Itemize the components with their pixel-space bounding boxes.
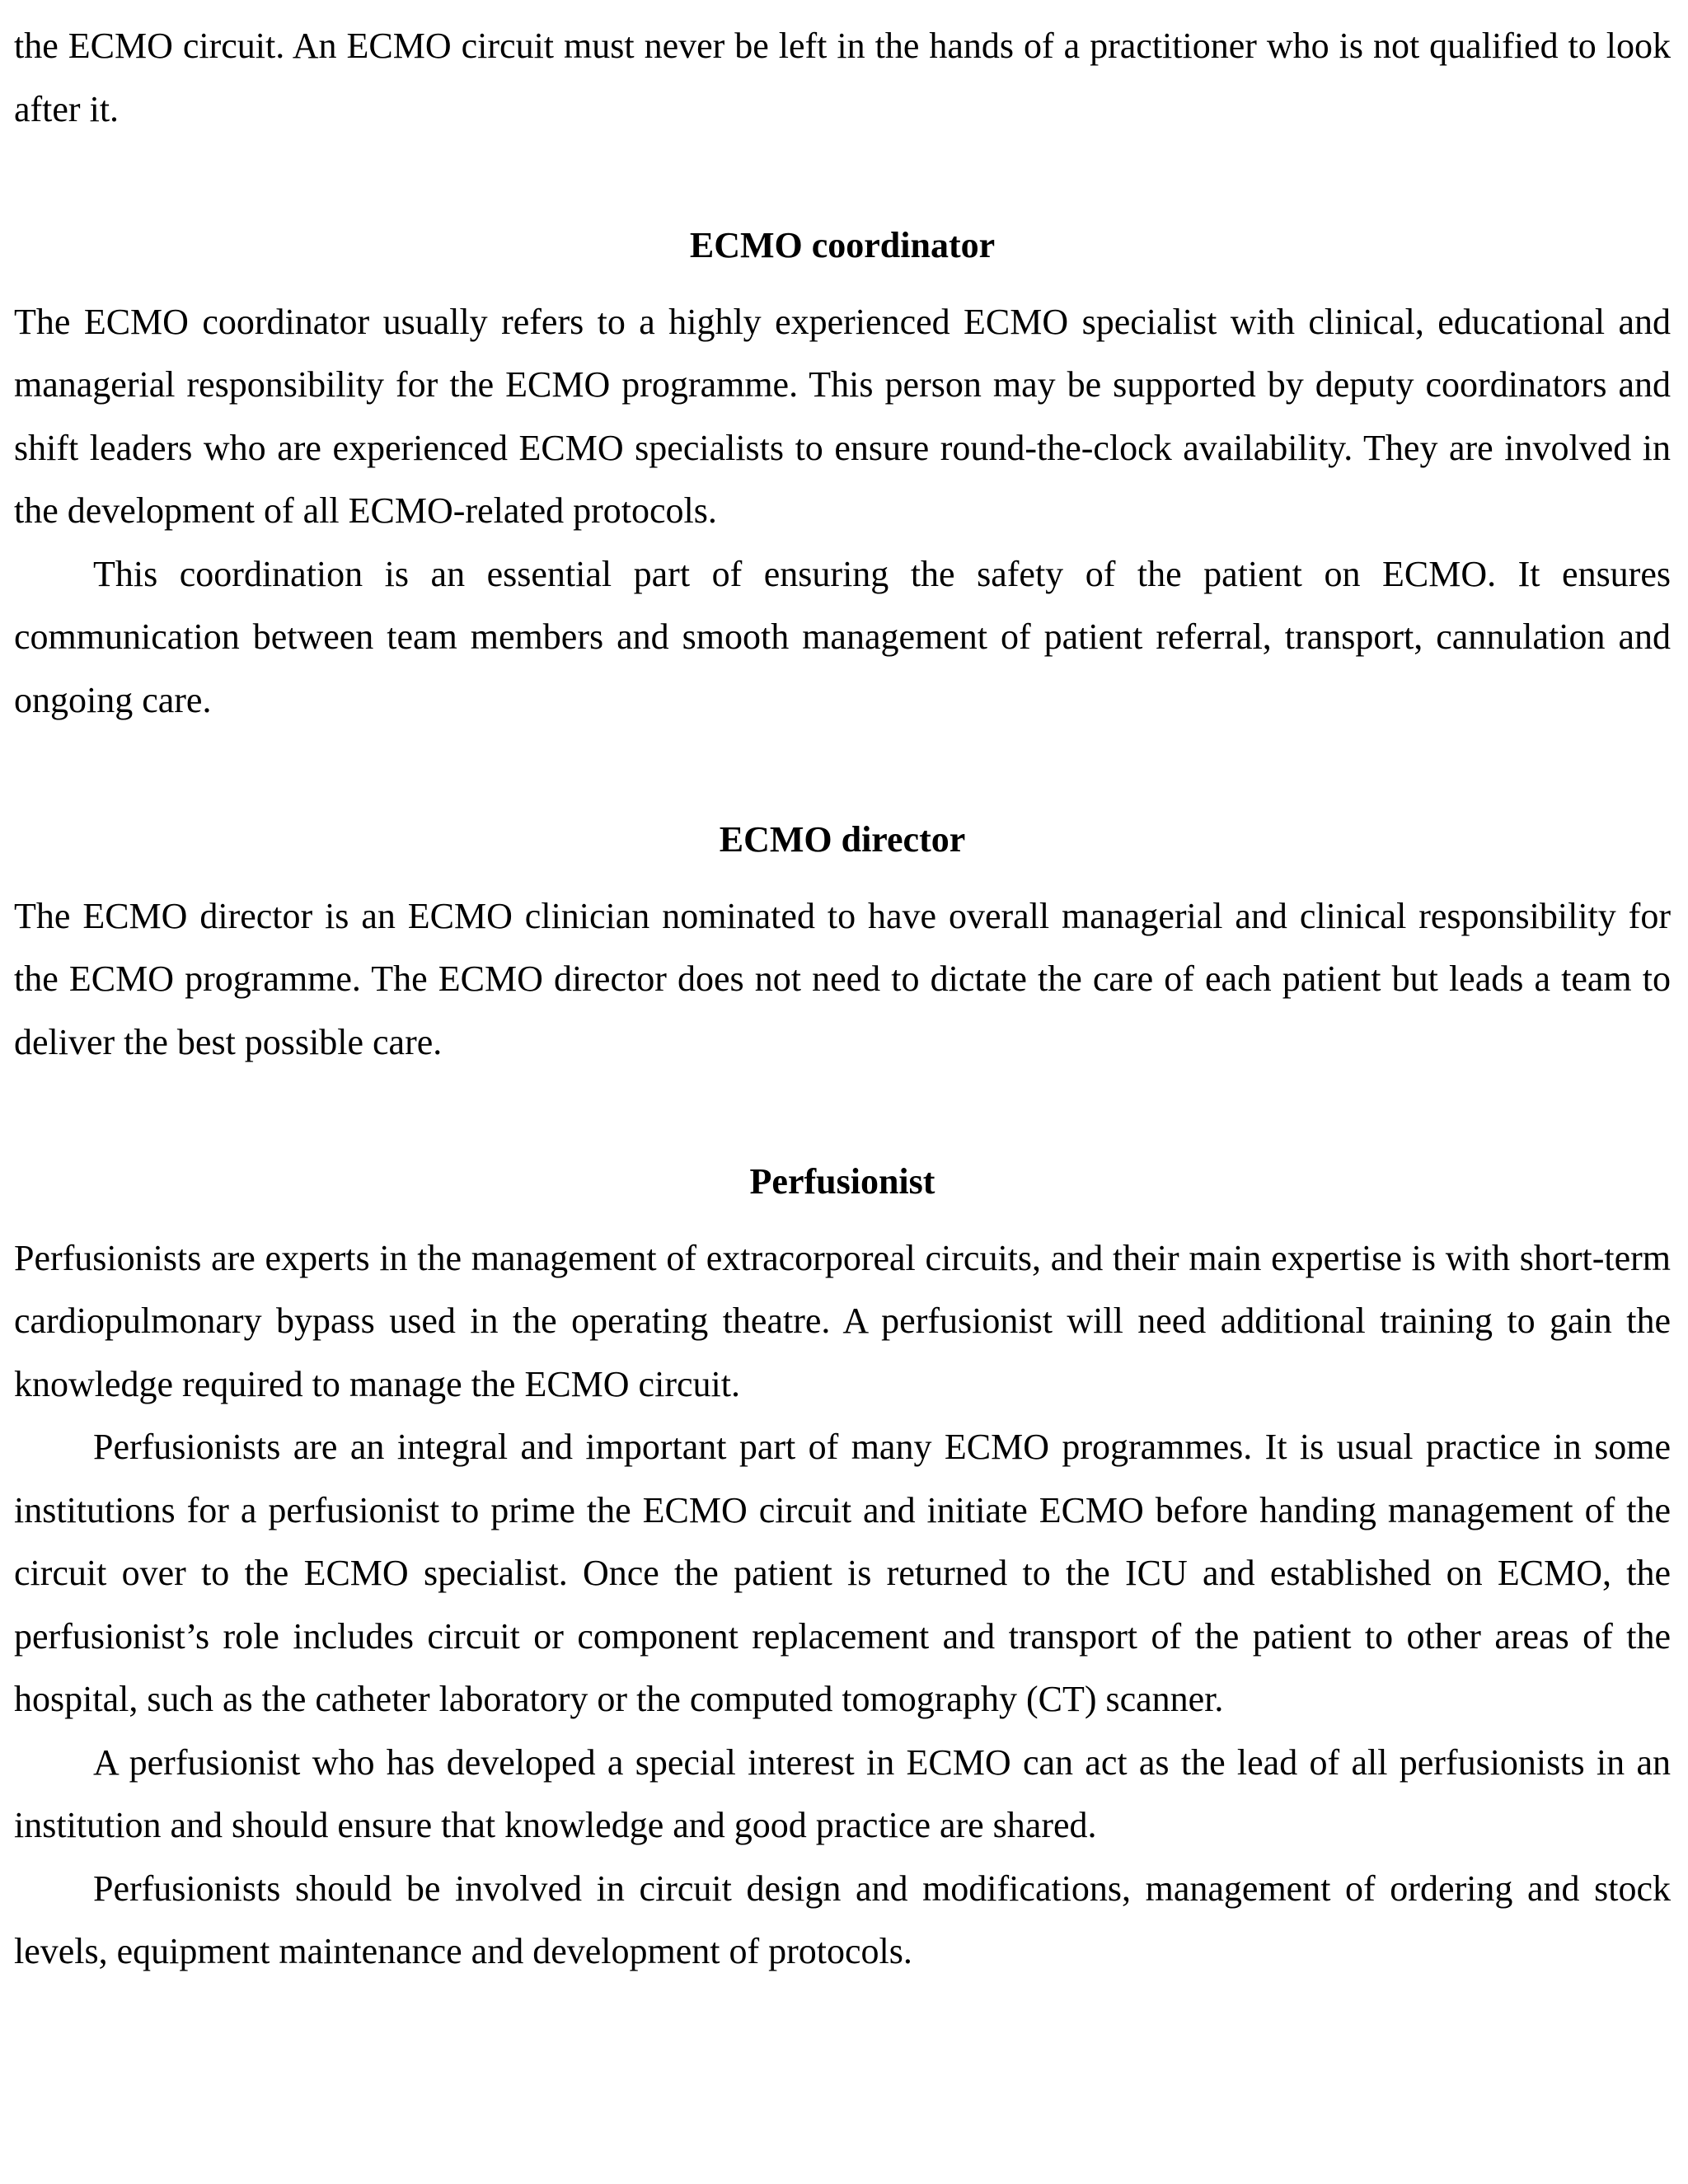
perfusionist-paragraph-3: A perfusionist who has developed a special interest in ECMO can act as the lead of all perfusionists in an institution and should ensure that knowledge and good practice are shared.	[14, 1741, 1671, 1845]
perfusionist-paragraph-1: Perfusionists are experts in the management of extracorporeal circuits, and their main expertise is with short-term cardiopulmonary bypass used in the operating theatre. A perfusionist will need additional training to gain the knowledge required to manage the ECMO circuit.	[14, 1237, 1671, 1404]
document-page	[14, 15, 1671, 1984]
intro-paragraph: the ECMO circuit. An ECMO circuit must never be left in the hands of a practitioner who is not qualified to look after it.	[14, 26, 1671, 129]
director-paragraph-1: The ECMO director is an ECMO clinician nominated to have overall managerial and clinical responsibility for the ECMO programme. The ECMO director does not need to dictate the care of each patient but leads a team to deliver the best possible care.	[14, 895, 1671, 1062]
heading-ecmo-coordinator: ECMO coordinator	[689, 225, 996, 265]
heading-ecmo-director: ECMO director	[719, 819, 966, 860]
coordinator-paragraph-2: This coordination is an essential part of ensuring the safety of the patient on ECMO. It ensures communication between team members and smooth management of patient referral, transport, cannulation and ongoing care.	[14, 553, 1671, 720]
perfusionist-paragraph-4: Perfusionists should be involved in circuit design and modifications, management of ordering and stock levels, equipment maintenance and development of protocols.	[14, 1868, 1671, 1971]
heading-perfusionist: Perfusionist	[749, 1161, 935, 1202]
perfusionist-paragraph-2: Perfusionists are an integral and important part of many ECMO programmes. It is usual practice in some institutions for a perfusionist to prime the ECMO circuit and initiate ECMO before handing management of the circuit over to the ECMO specialist. Once the patient is returned to the ICU and established on ECMO, the perfusionist’s role includes circuit or component replacement and transport of the patient to other areas of the hospital, such as the catheter laboratory or the computed tomography (CT) scanner.	[14, 1427, 1671, 1719]
coordinator-paragraph-1: The ECMO coordinator usually refers to a highly experienced ECMO specialist with clinical, educational and managerial responsibility for the ECMO programme. This person may be supported by deputy coordinators and shift leaders who are experienced ECMO specialists to ensure round-the-clock availability. They are involved in the development of all ECMO-related protocols.	[14, 301, 1671, 531]
